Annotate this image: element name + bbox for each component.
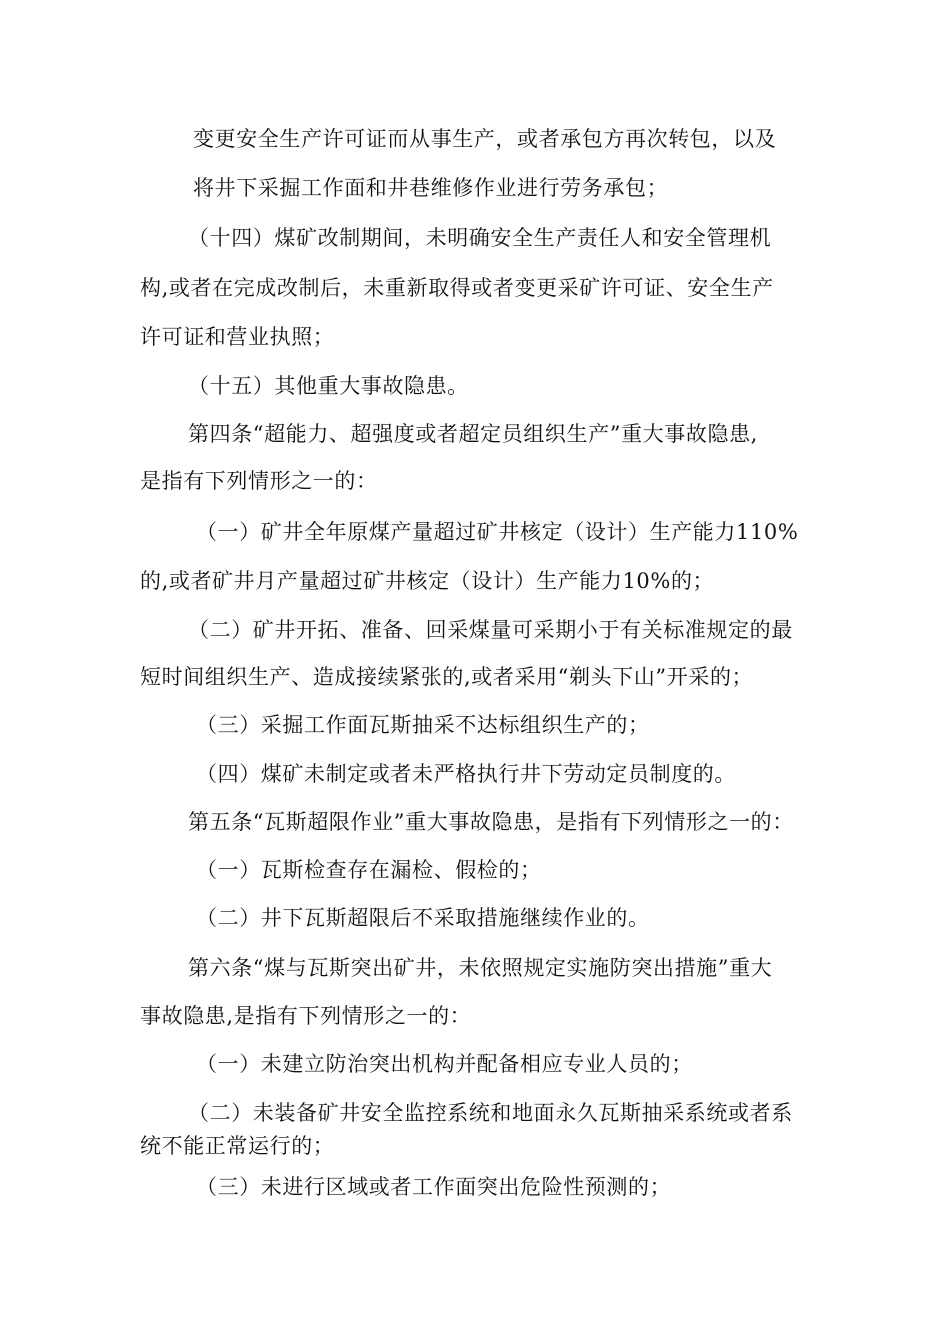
text-line-19: 事故隐患,是指有下列情形之一的： <box>140 1004 472 1028</box>
text-line-22: 统不能正常运行的； <box>140 1134 335 1158</box>
text-line-4: 构,或者在完成改制后，未重新取得或者变更采矿许可证、安全生产 <box>140 276 774 300</box>
text-line-8: 是指有下列情形之一的： <box>140 469 378 493</box>
text-line-2: 将井下采掘工作面和井巷维修作业进行劳务承包； <box>193 176 669 200</box>
text-line-13: （三）采掘工作面瓦斯抽采不达标组织生产的； <box>196 713 650 737</box>
text-line-9: （一）矿井全年原煤产量超过矿井核定（设计）生产能力110% <box>196 520 799 544</box>
text-line-23: （三）未进行区域或者工作面突出危险性预测的； <box>196 1175 672 1199</box>
text-line-6: （十五）其他重大事故隐患。 <box>188 374 469 398</box>
text-line-5: 许可证和营业执照； <box>140 325 335 349</box>
text-line-16: （一）瓦斯检查存在漏检、假检的； <box>196 858 542 882</box>
text-line-7: 第四条“超能力、超强度或者超定员组织生产”重大事故隐患, <box>188 422 758 446</box>
text-line-3: （十四）煤矿改制期间，未明确安全生产责任人和安全管理机 <box>188 226 772 250</box>
text-line-10: 的,或者矿井月产量超过矿井核定（设计）生产能力10%的； <box>140 569 715 593</box>
text-line-11: （二）矿井开拓、准备、回采煤量可采期小于有关标准规定的最 <box>188 618 793 642</box>
text-line-15: 第五条“瓦斯超限作业”重大事故隐患，是指有下列情形之一的： <box>188 810 794 834</box>
text-line-12: 短时间组织生产、造成接续紧张的,或者采用“剃头下山”开采的； <box>140 665 754 689</box>
text-line-18: 第六条“煤与瓦斯突出矿井，未依照规定实施防突出措施”重大 <box>188 956 773 980</box>
text-line-1: 变更安全生产许可证而从事生产，或者承包方再次转包，以及 <box>193 127 777 151</box>
text-line-14: （四）煤矿未制定或者未严格执行井下劳动定员制度的。 <box>196 762 736 786</box>
text-line-21: （二）未装备矿井安全监控系统和地面永久瓦斯抽采系统或者系 <box>188 1101 793 1125</box>
text-line-20: （一）未建立防治突出机构并配备相应专业人员的； <box>196 1052 693 1076</box>
text-line-17: （二）井下瓦斯超限后不采取措施继续作业的。 <box>196 906 650 930</box>
